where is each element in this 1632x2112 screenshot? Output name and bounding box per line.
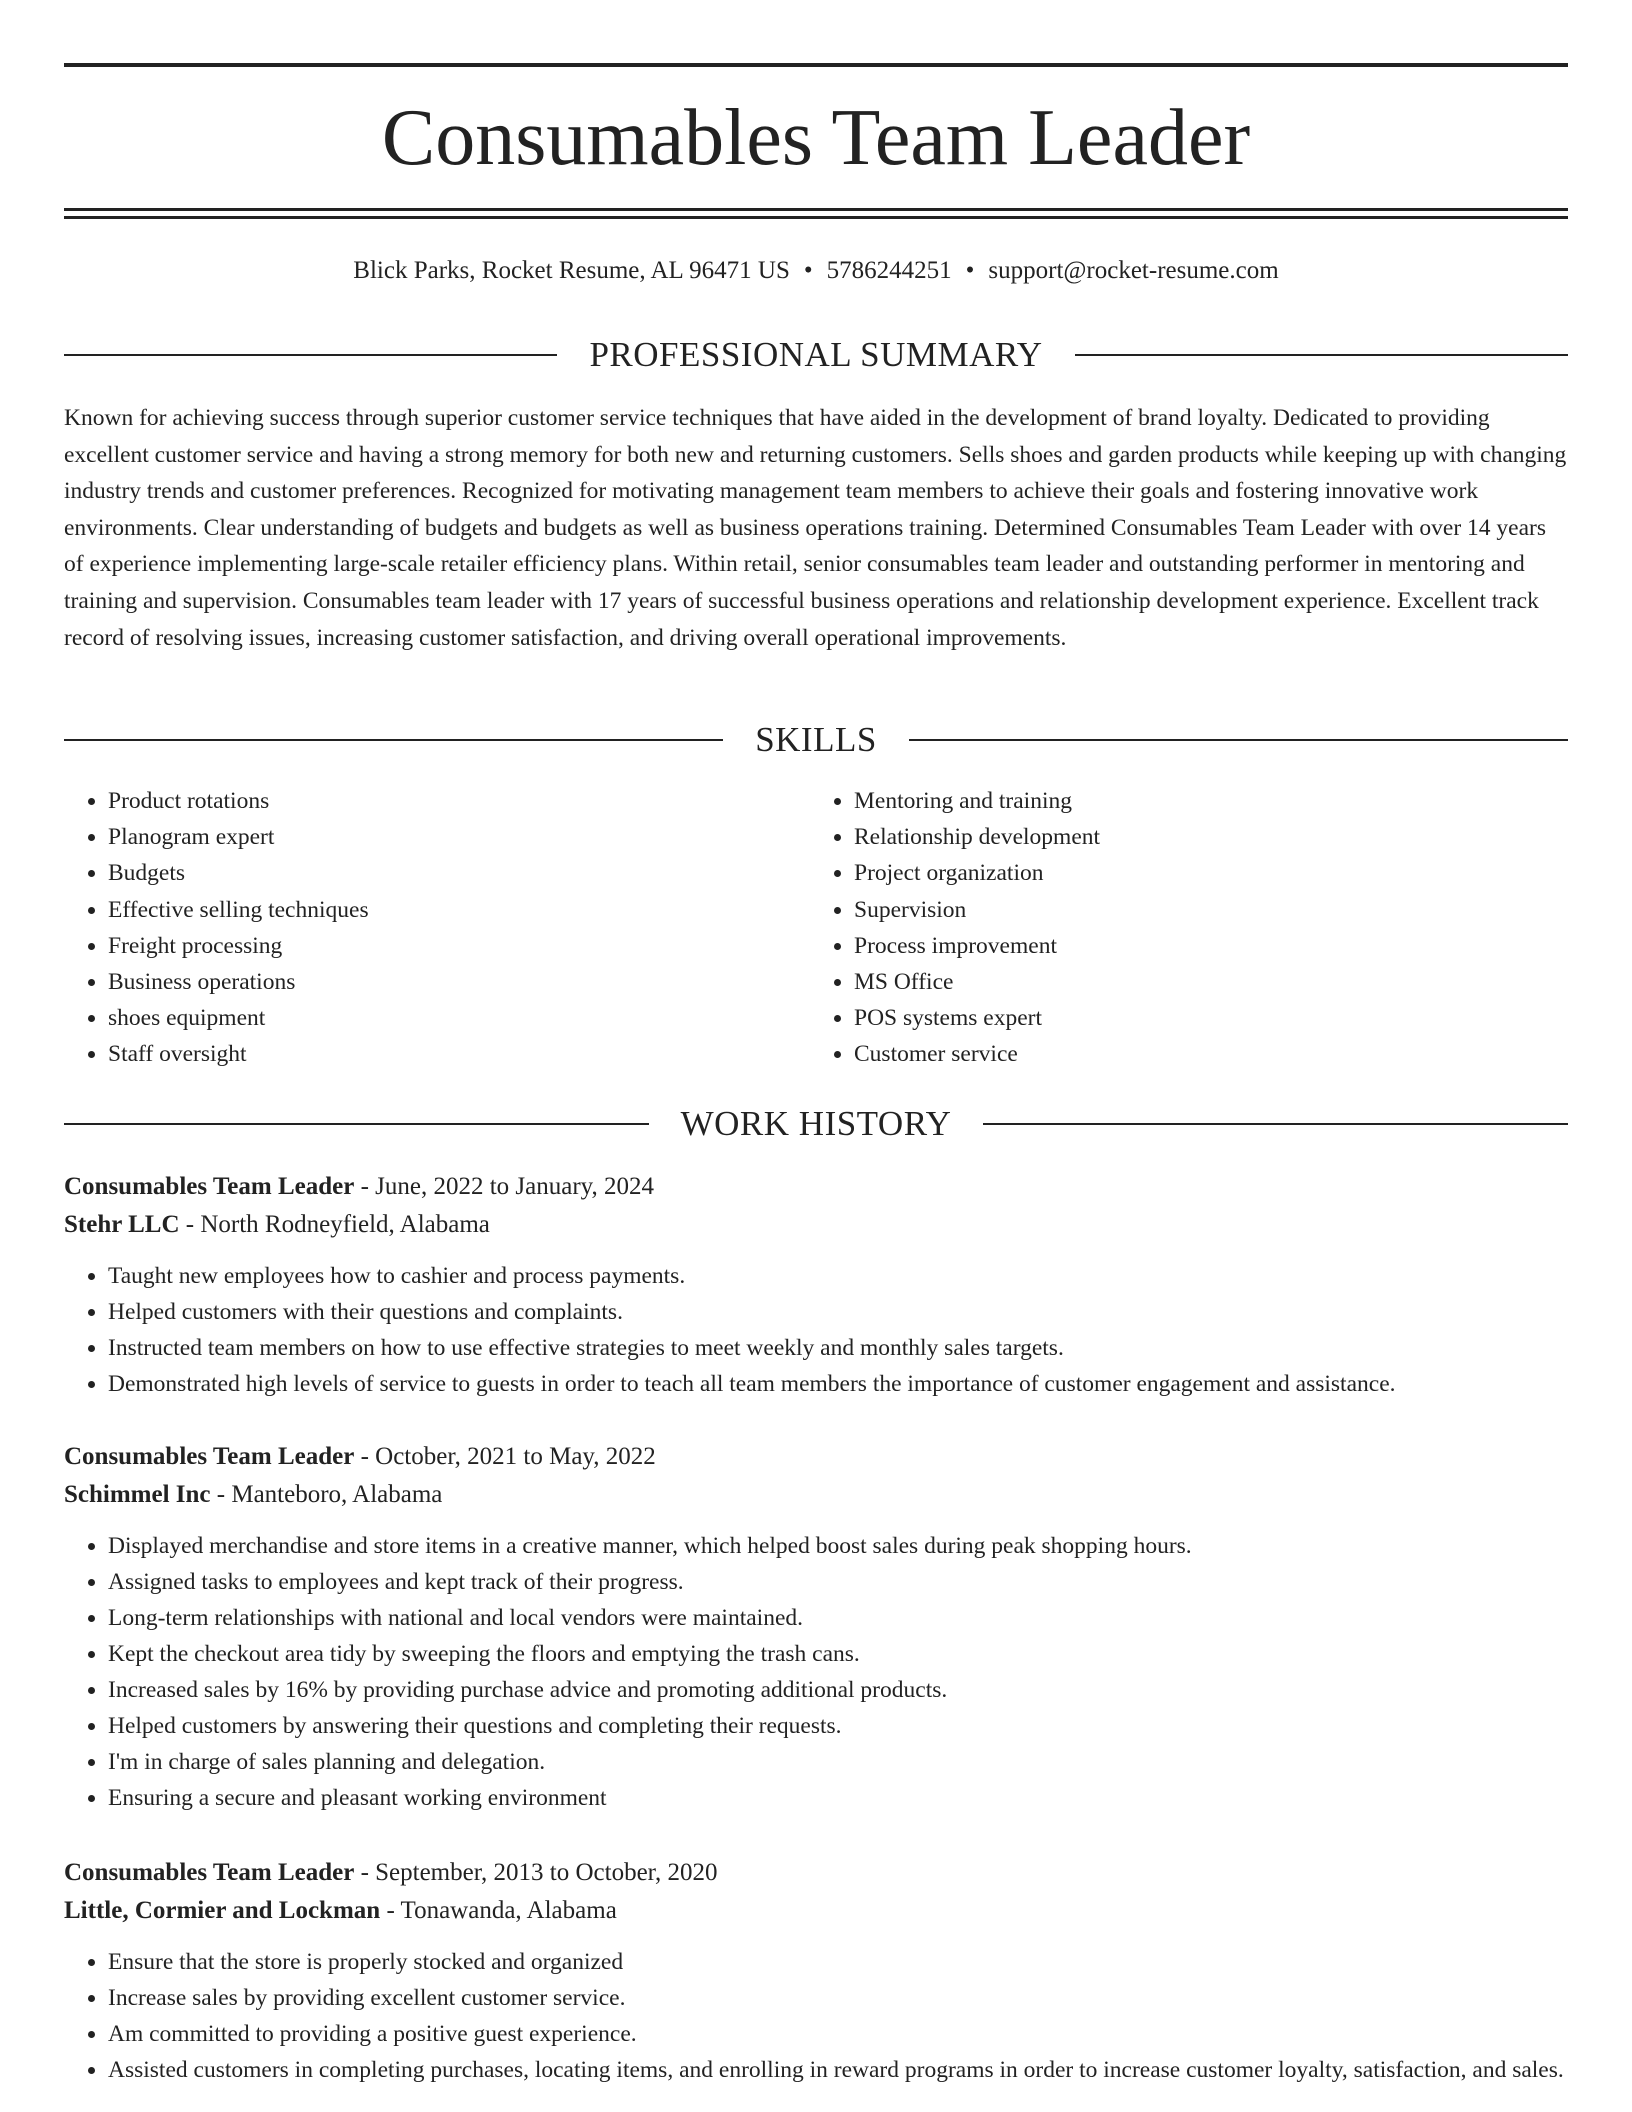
skill-item: • Product rotations bbox=[108, 783, 806, 819]
skills-heading bbox=[64, 718, 1568, 762]
skill-item: • shoes equipment bbox=[108, 1000, 806, 1036]
job-bullet: • Instructed team members on how to use effective strategies to meet weekly and monthly sales targets. bbox=[108, 1330, 1568, 1366]
job-bullet: • Assisted customers in completing purchases, locating items, and enrolling in reward programs in order to increase customer loyalty, satisfaction, and sales. bbox=[108, 2052, 1568, 2088]
skill-item: • Relationship development bbox=[854, 819, 1552, 855]
top-rule bbox=[64, 63, 1568, 67]
skill-item: • Staff oversight bbox=[108, 1036, 806, 1072]
job-title-line bbox=[64, 1168, 1568, 1206]
contact-phone: 5786244251 bbox=[826, 257, 952, 284]
resume-title: Consumables Team Leader bbox=[381, 94, 1251, 182]
job-company: Schimmel Inc bbox=[64, 1481, 211, 1508]
skills-heading-label: SKILLS bbox=[755, 720, 877, 759]
contact-address: Blick Parks, Rocket Resume, AL 96471 US bbox=[353, 257, 790, 284]
job-title-line bbox=[64, 1854, 1568, 1892]
skills-column-right bbox=[806, 783, 1552, 1073]
work-history-heading bbox=[64, 1102, 1568, 1146]
skill-item: • Project organization bbox=[854, 855, 1552, 891]
skill-item: • Mentoring and training bbox=[854, 783, 1552, 819]
job-title-line bbox=[64, 1438, 1568, 1476]
job-dates: - October, 2021 to May, 2022 bbox=[354, 1443, 656, 1470]
job-location: - Manteboro, Alabama bbox=[210, 1481, 443, 1508]
job-bullet: • Demonstrated high levels of service to guests in order to teach all team members the importance of customer engagement and assistance. bbox=[108, 1366, 1568, 1402]
job-bullet: • Ensure that the store is properly stocked and organized bbox=[108, 1944, 1568, 1980]
job-dates: - September, 2013 to October, 2020 bbox=[354, 1859, 718, 1886]
work-history-heading-label: WORK HISTORY bbox=[680, 1104, 952, 1143]
job-location: - North Rodneyfield, Alabama bbox=[179, 1211, 490, 1238]
heading-rule-right bbox=[1075, 354, 1568, 356]
job-title: Consumables Team Leader bbox=[64, 1443, 355, 1470]
job-company-line bbox=[64, 1206, 1568, 1244]
title-rule-upper bbox=[64, 208, 1568, 211]
job-bullet: • Helped customers by answering their questions and completing their requests. bbox=[108, 1708, 1568, 1744]
job-entry bbox=[64, 1854, 1568, 2088]
skill-item: • POS systems expert bbox=[854, 1000, 1552, 1036]
heading-rule-left bbox=[64, 739, 723, 741]
job-bullet: • Ensuring a secure and pleasant working environment bbox=[108, 1780, 1568, 1816]
skill-item: • Freight processing bbox=[108, 928, 806, 964]
job-bullets bbox=[64, 1528, 1568, 1816]
title-rule-lower bbox=[64, 216, 1568, 219]
heading-rule-right bbox=[983, 1123, 1568, 1125]
contact-separator: • bbox=[803, 257, 813, 284]
job-title: Consumables Team Leader bbox=[64, 1173, 355, 1200]
job-bullet: • Assigned tasks to employees and kept track of their progress. bbox=[108, 1564, 1568, 1600]
skill-item: • Planogram expert bbox=[108, 819, 806, 855]
heading-rule-left bbox=[64, 1123, 649, 1125]
skill-item: • Supervision bbox=[854, 892, 1552, 928]
contact-separator: • bbox=[965, 257, 975, 284]
summary-heading bbox=[64, 333, 1568, 377]
summary-text: Known for achieving success through superior customer service techniques that have aided in the development of brand loyalty. Dedicated to providing excellent customer service and having a strong memory for both new and returning customers. Sells shoes and garden products while keeping up with changing industry trends and customer preferences. Recognized for motivating management team members to achieve their goals and fostering innovative work environments. Clear understanding of budgets and budgets as well as business operations training. Determined Consumables Team Leader with over 14 years of experience implementing large-scale retailer efficiency plans. Within retail, senior consumables team leader and outstanding performer in mentoring and training and supervision. Consumables team leader with 17 years of successful business operations and relationship development experience. Excellent track record of resolving issues, increasing customer satisfaction, and driving overall operational improvements. bbox=[64, 405, 1567, 651]
skill-item: • MS Office bbox=[854, 964, 1552, 1000]
job-company-line bbox=[64, 1892, 1568, 1930]
job-title: Consumables Team Leader bbox=[64, 1859, 355, 1886]
job-bullet: • I'm in charge of sales planning and delegation. bbox=[108, 1744, 1568, 1780]
job-bullet: • Displayed merchandise and store items in a creative manner, which helped boost sales during peak shopping hours. bbox=[108, 1528, 1568, 1564]
job-bullet: • Taught new employees how to cashier and process payments. bbox=[108, 1258, 1568, 1294]
job-bullets bbox=[64, 1944, 1568, 2088]
skill-item: • Budgets bbox=[108, 855, 806, 891]
heading-rule-right bbox=[909, 739, 1568, 741]
job-entry bbox=[64, 1438, 1568, 1816]
job-bullets bbox=[64, 1258, 1568, 1402]
job-company: Little, Cormier and Lockman bbox=[64, 1897, 381, 1924]
skills-list bbox=[64, 783, 1568, 1073]
skills-column-left bbox=[64, 783, 806, 1073]
job-bullet: • Helped customers with their questions and complaints. bbox=[108, 1294, 1568, 1330]
job-bullet: • Am committed to providing a positive guest experience. bbox=[108, 2016, 1568, 2052]
job-bullet: • Long-term relationships with national and local vendors were maintained. bbox=[108, 1600, 1568, 1636]
job-bullet: • Increase sales by providing excellent customer service. bbox=[108, 1980, 1568, 2016]
contact-line bbox=[64, 253, 1568, 289]
heading-rule-left bbox=[64, 354, 557, 356]
summary-heading-label: PROFESSIONAL SUMMARY bbox=[589, 335, 1043, 374]
skill-item: • Process improvement bbox=[854, 928, 1552, 964]
job-company: Stehr LLC bbox=[64, 1211, 180, 1238]
job-bullet: • Increased sales by 16% by providing purchase advice and promoting additional products. bbox=[108, 1672, 1568, 1708]
skill-item: • Effective selling techniques bbox=[108, 892, 806, 928]
job-company-line bbox=[64, 1476, 1568, 1514]
job-entry bbox=[64, 1168, 1568, 1402]
job-dates: - June, 2022 to January, 2024 bbox=[354, 1173, 655, 1200]
job-bullet: • Kept the checkout area tidy by sweeping the floors and emptying the trash cans. bbox=[108, 1636, 1568, 1672]
skill-item: • Customer service bbox=[854, 1036, 1552, 1072]
contact-email: support@rocket-resume.com bbox=[988, 257, 1279, 284]
job-location: - Tonawanda, Alabama bbox=[380, 1897, 617, 1924]
skill-item: • Business operations bbox=[108, 964, 806, 1000]
